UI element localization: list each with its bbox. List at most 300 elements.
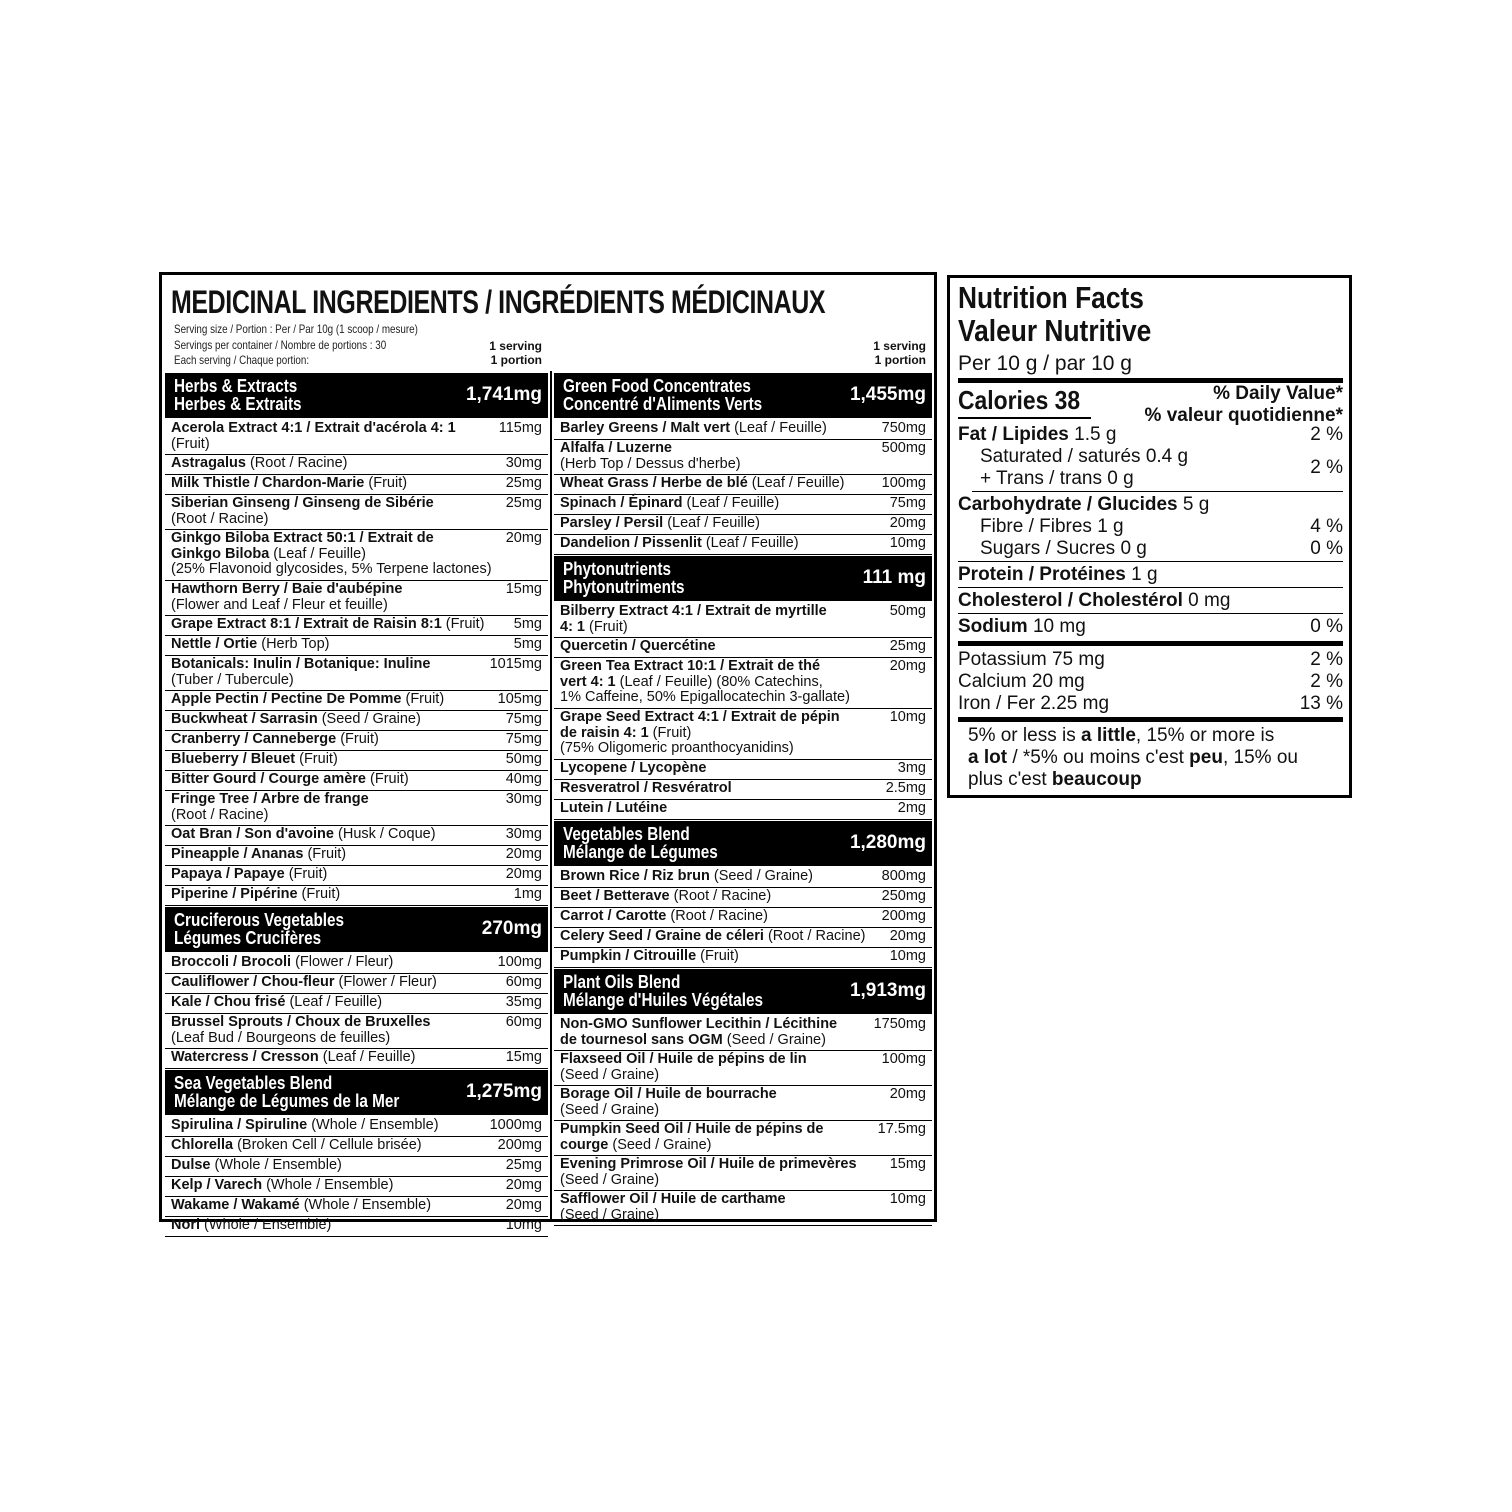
ingredient-name xyxy=(560,781,732,797)
ingredient-part: (Root / Racine) xyxy=(171,510,269,527)
footnote-line-1 xyxy=(968,725,1274,747)
ingredient-row xyxy=(554,780,932,800)
ingredient-name xyxy=(560,761,706,777)
ingredient-amount: 100mg xyxy=(497,954,542,970)
ingredient-name xyxy=(560,441,741,472)
ingredient-amount: 20mg xyxy=(505,530,542,546)
ingredient-name-bold: Lycopene / Lycopène xyxy=(560,760,707,776)
ingredient-name-bold: Cranberry / Canneberge xyxy=(171,731,337,747)
ingredient-amount: 30mg xyxy=(505,455,542,471)
ingredient-name-bold: Apple Pectin / Pectine De Pomme xyxy=(171,691,402,707)
ingredient-row xyxy=(165,826,548,846)
nf-rule xyxy=(958,587,1343,588)
ingredient-name xyxy=(171,476,407,492)
ingredient-row xyxy=(554,638,932,658)
ingredient-row xyxy=(554,868,932,888)
ingredient-row xyxy=(165,495,548,530)
ingredient-name-bold: Spinach / Épinard xyxy=(560,495,683,511)
fibre-row: Fibre / Fibres 1 g xyxy=(980,516,1124,537)
section-total: 1,275mg xyxy=(465,1081,542,1102)
ingredient-name xyxy=(560,710,840,757)
ingredient-name xyxy=(171,792,369,823)
ingredient-amount: 20mg xyxy=(505,1197,542,1213)
ingredient-part: (Whole / Ensemble) xyxy=(299,1197,432,1213)
ingredient-part: (Leaf / Feuille) xyxy=(682,495,780,511)
ingredient-name-bold: Piperine / Pipérine xyxy=(171,886,298,902)
ingredient-amount: 75mg xyxy=(889,495,926,511)
section-total: 1,280mg xyxy=(849,832,926,853)
footnote-lot: a lot xyxy=(968,747,1008,768)
ingredient-amount: 15mg xyxy=(889,1156,926,1172)
ingredient-amount: 20mg xyxy=(889,658,926,674)
ingredient-name-bold: Flaxseed Oil / Huile de pépins de lin xyxy=(560,1051,807,1067)
ingredient-amount: 20mg xyxy=(889,1086,926,1102)
ingredient-amount: 10mg xyxy=(505,1217,542,1233)
ingredient-name xyxy=(171,955,393,971)
ingredient-part: (Leaf / Feuille) xyxy=(730,420,827,436)
fibre-pct: 4 % xyxy=(1310,516,1343,537)
ingredient-name xyxy=(560,1017,837,1048)
ingredient-row xyxy=(554,908,932,928)
ingredient-part: (Fruit) (75% Oligomeric proanthocyanidins) xyxy=(560,724,794,756)
ingredient-part: (Root / Racine) xyxy=(669,888,772,904)
section-header xyxy=(554,556,932,601)
calcium-row: Calcium 20 mg xyxy=(958,671,1085,692)
ingredient-part: (Fruit) xyxy=(696,948,739,964)
ingredient-name-bold: Acerola Extract 4:1 / Extrait d'acérola 4: 1 xyxy=(171,420,456,436)
ingredient-name xyxy=(171,772,409,788)
potassium-row: Potassium 75 mg xyxy=(958,649,1105,670)
ingredient-name xyxy=(560,639,716,655)
ingredient-part: (Fruit) xyxy=(171,435,210,452)
ingredient-row xyxy=(165,475,548,495)
ingredient-part: (Fruit) xyxy=(364,475,408,491)
ingredient-name-bold: Buckwheat / Sarrasin xyxy=(171,711,318,727)
ingredient-amount: 25mg xyxy=(889,638,926,654)
ingredient-amount: 1000mg xyxy=(489,1117,542,1133)
ingredient-amount: 10mg xyxy=(889,948,926,964)
nutrition-title-en: Nutrition Facts xyxy=(958,280,1144,315)
footnote-little: a little xyxy=(1080,725,1136,746)
ingredient-row xyxy=(554,760,932,780)
ingredient-row xyxy=(554,800,932,820)
ingredient-part: (Seed / Graine) xyxy=(722,1031,826,1048)
ingredient-amount: 25mg xyxy=(505,475,542,491)
cholesterol-value: 0 mg xyxy=(1182,590,1231,611)
ingredient-name-bold: Bilberry Extract 4:1 / Extrait de myrtille 4: 1 xyxy=(560,603,827,635)
ingredient-name-bold: Broccoli / Brocoli xyxy=(171,954,292,970)
carb-value: 5 g xyxy=(1177,494,1210,515)
section-name: Phytonutrients Phytonutriments xyxy=(563,559,685,597)
ingredient-name-bold: Wheat Grass / Herbe de blé xyxy=(560,475,748,491)
ingredient-name-bold: Chlorella xyxy=(171,1137,234,1153)
section-header xyxy=(165,907,548,952)
ingredient-name-bold: Kale / Chou frisé xyxy=(171,994,286,1010)
ingredient-row xyxy=(165,751,548,771)
nutrition-facts-panel xyxy=(947,275,1352,798)
iron-row: Iron / Fer 2.25 mg xyxy=(958,693,1110,714)
ingredient-part: (Root / Racine) xyxy=(763,928,866,944)
ingredient-row xyxy=(165,1137,548,1157)
ingredient-name xyxy=(171,496,434,527)
ingredient-row xyxy=(165,886,548,906)
ingredient-name-bold: Spirulina / Spiruline xyxy=(171,1117,308,1133)
ingredient-row xyxy=(554,475,932,495)
ingredient-name xyxy=(171,1015,430,1046)
medicinal-ingredients-panel xyxy=(159,272,937,1233)
ingredient-name-bold: Blueberry / Bleuet xyxy=(171,751,296,767)
ingredient-name xyxy=(171,732,379,748)
footnote-beaucoup: beaucoup xyxy=(1051,769,1142,790)
ingredient-row xyxy=(554,1121,932,1156)
ingredient-amount: 10mg xyxy=(889,535,926,551)
ingredient-amount: 250mg xyxy=(881,888,926,904)
ingredient-name xyxy=(560,909,768,925)
ingredient-name xyxy=(171,827,436,843)
daily-value-fr: % valeur quotidienne* xyxy=(1144,405,1343,426)
right-portion-label: 1 portion xyxy=(874,353,926,367)
ingredient-name-bold: Nori xyxy=(171,1217,200,1233)
ingredient-amount: 105mg xyxy=(497,691,542,707)
ingredient-name xyxy=(560,801,667,817)
sat-trans-pct: 2 % xyxy=(1310,457,1343,478)
section-name: Green Food Concentrates Concentré d'Aliments Verts xyxy=(563,376,763,414)
ingredient-name xyxy=(560,421,827,437)
ingredient-part: (Whole / Ensemble) xyxy=(262,1177,394,1193)
ingredient-name-bold: Barley Greens / Malt vert xyxy=(560,420,731,436)
ingredient-row xyxy=(554,1156,932,1191)
ingredient-name-bold: Wakame / Wakamé xyxy=(171,1197,300,1213)
iron-pct: 13 % xyxy=(1299,693,1343,714)
ingredient-row xyxy=(554,420,932,440)
section-name: Vegetables Blend Mélange de Légumes xyxy=(563,824,718,862)
section-total: 111 mg xyxy=(862,567,926,588)
ingredient-row xyxy=(554,948,932,968)
ingredient-name-bold: Pineapple / Ananas xyxy=(171,846,304,862)
ingredient-amount: 50mg xyxy=(505,751,542,767)
ingredient-amount: 1mg xyxy=(513,886,542,902)
footnote-text: , 15% or more is xyxy=(1135,725,1275,746)
ingredient-amount: 20mg xyxy=(505,866,542,882)
cholesterol-row xyxy=(958,590,1230,612)
ingredient-part: (Whole / Ensemble) xyxy=(210,1157,342,1173)
ingredient-name xyxy=(171,1178,393,1194)
calcium-pct: 2 % xyxy=(1310,671,1343,692)
ingredient-name xyxy=(560,889,771,905)
ingredient-row xyxy=(554,603,932,638)
ingredient-row xyxy=(165,616,548,636)
servings-per-container: Servings per container / Nombre de portions : 30 xyxy=(174,338,387,352)
ingredient-name xyxy=(171,887,340,903)
ingredient-amount: 40mg xyxy=(505,771,542,787)
ingredient-row xyxy=(554,515,932,535)
ingredient-part: (Husk / Coque) xyxy=(333,826,436,842)
ingredient-name xyxy=(171,1158,342,1174)
ingredient-part: (Leaf / Feuille) (80% Catechins, 1% Caffeine, 50% Epigallocatechin 3-gallate) xyxy=(560,673,850,705)
ingredient-row xyxy=(165,1177,548,1197)
ingredient-name xyxy=(560,949,739,965)
nutrition-title-fr: Valeur Nutritive xyxy=(958,313,1152,348)
ingredient-part: (Seed / Graine) xyxy=(608,1136,712,1153)
ingredient-name-bold: Green Tea Extract 10:1 / Extrait de thé vert 4: 1 xyxy=(560,658,821,690)
ingredient-amount: 5mg xyxy=(513,616,542,632)
section-header xyxy=(165,1070,548,1115)
protein-value: 1 g xyxy=(1125,564,1158,585)
ingredient-row xyxy=(554,709,932,760)
ingredient-part: (Fruit) xyxy=(295,751,338,767)
ingredient-amount: 115mg xyxy=(498,420,542,436)
sugars-row: Sugars / Sucres 0 g xyxy=(980,538,1147,559)
ingredient-part: (Fruit) xyxy=(441,616,485,632)
ingredient-row xyxy=(165,1157,548,1177)
ingredient-row xyxy=(554,888,932,908)
nf-rule xyxy=(958,641,1343,646)
nf-rule xyxy=(958,561,1343,562)
ingredient-name xyxy=(560,1192,786,1223)
ingredient-row xyxy=(165,1197,548,1217)
ingredient-part: (Fruit) xyxy=(303,846,347,862)
ingredient-name xyxy=(171,456,348,472)
ingredient-row xyxy=(165,974,548,994)
ingredient-name-bold: Ginkgo Biloba Extract 50:1 / Extrait de Ginkgo Biloba xyxy=(171,530,434,562)
ingredient-amount: 1750mg xyxy=(873,1016,926,1032)
ingredient-name-bold: Kelp / Varech xyxy=(171,1177,263,1193)
ingredient-name-bold: Cauliflower / Chou-fleur xyxy=(171,974,335,990)
saturated-row: Saturated / saturés 0.4 g xyxy=(980,446,1189,467)
ingredient-amount: 15mg xyxy=(505,1049,542,1065)
ingredient-part: (Leaf Bud / Bourgeons de feuilles) xyxy=(171,1029,391,1046)
serving-per: Per 10 g / par 10 g xyxy=(958,352,1132,375)
ingredient-amount: 35mg xyxy=(505,994,542,1010)
ingredient-name-bold: Celery Seed / Graine de céleri xyxy=(560,928,764,944)
ingredient-part: (Seed / Graine) xyxy=(317,711,421,727)
ingredient-part: (Seed / Graine) xyxy=(560,1101,660,1118)
left-portion-label: 1 portion xyxy=(490,353,542,367)
ingredient-amount: 30mg xyxy=(505,791,542,807)
ingredient-part: (Flower and Leaf / Fleur et feuille) xyxy=(171,596,388,613)
medicinal-title: MEDICINAL INGREDIENTS / INGRÉDIENTS MÉDICINAUX xyxy=(171,284,826,320)
ingredient-row xyxy=(165,1049,548,1069)
ingredient-part: (Root / Racine) xyxy=(245,455,348,471)
ingredient-part: (Seed / Graine) xyxy=(709,868,814,884)
ingredient-row xyxy=(165,656,548,691)
ingredient-row xyxy=(165,1014,548,1049)
ingredient-name xyxy=(560,1052,807,1083)
serving-size: Serving size / Portion : Per / Par 10g (1 scoop / mesure) xyxy=(174,322,418,336)
ingredient-name-bold: Pumpkin / Citrouille xyxy=(560,948,697,964)
section-total: 1,913mg xyxy=(849,980,926,1001)
ingredient-amount: 25mg xyxy=(505,495,542,511)
footnote-text: plus c'est xyxy=(968,769,1052,790)
footnote-text: / *5% ou moins c'est xyxy=(1007,747,1190,768)
ingredient-part: (Fruit) xyxy=(401,691,445,707)
ingredient-name-bold: Siberian Ginseng / Ginseng de Sibérie xyxy=(171,495,434,511)
protein-row xyxy=(958,564,1158,586)
ingredient-name-bold: Watercress / Cresson xyxy=(171,1049,319,1065)
ingredient-name xyxy=(560,476,844,492)
ingredient-name-bold: Beet / Betterave xyxy=(560,888,670,904)
ingredient-name-bold: Grape Seed Extract 4:1 / Extrait de pépin de raisin 4: 1 xyxy=(560,709,840,741)
calories-value: 38 xyxy=(1054,385,1081,415)
left-serving-label: 1 serving xyxy=(489,339,542,353)
ingredient-part: (Leaf / Feuille) xyxy=(701,535,799,551)
ingredient-row xyxy=(165,1117,548,1137)
ingredient-part: (Leaf / Feuille) xyxy=(285,994,383,1010)
ingredient-row xyxy=(554,535,932,555)
ingredient-name xyxy=(560,1157,857,1188)
ingredient-amount: 100mg xyxy=(881,1051,926,1067)
ingredient-name-bold: Pumpkin Seed Oil / Huile de pépins de courge xyxy=(560,1121,824,1153)
ingredient-row xyxy=(165,455,548,475)
section-header xyxy=(554,821,932,866)
ingredient-part: (Leaf / Feuille) xyxy=(318,1049,416,1065)
ingredient-part: (Leaf / Feuille) xyxy=(663,515,760,531)
fat-row xyxy=(958,424,1116,446)
ingredient-row xyxy=(165,994,548,1014)
ingredient-amount: 5mg xyxy=(513,636,542,652)
section-name: Plant Oils Blend Mélange d'Huiles Végétales xyxy=(563,972,764,1010)
ingredient-row xyxy=(165,771,548,791)
section-total: 1,455mg xyxy=(849,384,926,405)
ingredient-name xyxy=(560,496,779,512)
ingredient-name xyxy=(560,1122,823,1153)
ingredient-part: (Seed / Graine) xyxy=(560,1206,660,1223)
ingredient-name-bold: Lutein / Lutéine xyxy=(560,800,668,816)
ingredient-row xyxy=(165,866,548,886)
ingredient-row xyxy=(554,1016,932,1051)
ingredient-name-bold: Brown Rice / Riz brun xyxy=(560,868,710,884)
section-name: Cruciferous Vegetables Légumes Crucifères xyxy=(174,910,345,948)
ingredient-name-bold: Milk Thistle / Chardon-Marie xyxy=(171,475,365,491)
ingredient-name xyxy=(560,929,865,945)
ingredient-amount: 20mg xyxy=(889,515,926,531)
ingredient-amount: 20mg xyxy=(505,846,542,862)
ingredient-row xyxy=(554,440,932,475)
ingredient-part: (Seed / Graine) xyxy=(560,1171,660,1188)
potassium-pct: 2 % xyxy=(1310,649,1343,670)
section-total: 270mg xyxy=(481,918,542,939)
ingredient-row xyxy=(165,581,548,616)
right-serving-label: 1 serving xyxy=(873,339,926,353)
ingredient-part: (Whole / Ensemble) xyxy=(200,1217,332,1233)
ingredient-row xyxy=(554,1191,932,1226)
ingredient-row xyxy=(554,658,932,709)
ingredient-name xyxy=(560,516,760,532)
ingredient-name xyxy=(560,659,850,706)
column-divider xyxy=(550,371,552,1221)
ingredient-row xyxy=(554,928,932,948)
ingredient-name-bold: Fringe Tree / Arbre de frange xyxy=(171,791,369,807)
section-total: 1,741mg xyxy=(465,384,542,405)
ingredient-row xyxy=(165,530,548,581)
ingredient-amount: 100mg xyxy=(881,475,926,491)
ingredient-name-bold: Parsley / Persil xyxy=(560,515,664,531)
ingredient-name-bold: Bitter Gourd / Courge amère xyxy=(171,771,366,787)
sodium-value: 10 mg xyxy=(1027,616,1086,637)
calories-row xyxy=(958,385,1080,415)
ingredient-row xyxy=(165,731,548,751)
ingredient-amount: 3mg xyxy=(897,760,926,776)
ingredient-row xyxy=(165,691,548,711)
ingredient-row xyxy=(165,420,548,455)
ingredient-name xyxy=(171,421,456,452)
nf-rule xyxy=(972,491,1343,492)
ingredient-name-bold: Oat Bran / Son d'avoine xyxy=(171,826,334,842)
ingredient-name-bold: Papaya / Papaye xyxy=(171,866,285,882)
ingredient-part: (Tuber / Tubercule) xyxy=(171,671,294,688)
ingredient-amount: 500mg xyxy=(881,440,926,456)
ingredient-row xyxy=(165,711,548,731)
ingredient-name xyxy=(171,1218,331,1234)
ingredient-name-bold: Grape Extract 8:1 / Extrait de Raisin 8:1 xyxy=(171,616,442,632)
ingredient-name xyxy=(171,582,402,613)
ingredient-amount: 60mg xyxy=(505,1014,542,1030)
sodium-row xyxy=(958,616,1086,638)
ingredient-amount: 800mg xyxy=(881,868,926,884)
cholesterol-label: Cholesterol / Cholestérol xyxy=(958,590,1183,611)
ingredient-part: (Fruit) xyxy=(585,618,628,635)
ingredient-name-bold: Brussel Sprouts / Choux de Bruxelles xyxy=(171,1014,431,1030)
ingredient-part: (Leaf / Feuille) xyxy=(747,475,845,491)
ingredient-part: (Fruit) xyxy=(297,886,341,902)
ingredient-name xyxy=(171,531,492,578)
carb-label: Carbohydrate / Glucides xyxy=(958,494,1178,515)
ingredient-name xyxy=(171,712,421,728)
ingredient-name xyxy=(171,617,484,633)
ingredient-amount: 20mg xyxy=(505,1177,542,1193)
ingredient-name-bold: Carrot / Carotte xyxy=(560,908,667,924)
ingredient-name xyxy=(560,1087,777,1118)
ingredient-name xyxy=(171,1118,439,1134)
ingredient-amount: 2mg xyxy=(897,800,926,816)
ingredient-name-bold: Quercetin / Quercétine xyxy=(560,638,716,654)
ingredient-amount: 50mg xyxy=(889,603,926,619)
ingredient-row xyxy=(165,954,548,974)
ingredient-name-bold: Astragalus xyxy=(171,455,246,471)
ingredient-amount: 200mg xyxy=(881,908,926,924)
ingredient-row xyxy=(554,1051,932,1086)
ingredient-amount: 20mg xyxy=(889,928,926,944)
footnote-line-3 xyxy=(968,769,1142,791)
fat-label: Fat / Lipides xyxy=(958,424,1069,445)
ingredient-part: (Flower / Fleur) xyxy=(291,954,394,970)
ingredient-amount: 200mg xyxy=(497,1137,542,1153)
each-serving: Each serving / Chaque portion: xyxy=(174,353,310,367)
footnote-text: 5% or less is xyxy=(968,725,1081,746)
ingredient-name-bold: Botanicals: Inulin / Botanique: Inuline xyxy=(171,656,431,672)
ingredient-row xyxy=(165,636,548,656)
ingredient-part: (Fruit) xyxy=(365,771,409,787)
ingredient-name xyxy=(171,657,430,688)
footnote-peu: peu xyxy=(1189,747,1223,768)
ingredient-name-bold: Safflower Oil / Huile de carthame xyxy=(560,1191,786,1207)
ingredient-part: (Herb Top) xyxy=(257,636,330,652)
ingredient-name-bold: Nettle / Ortie xyxy=(171,636,258,652)
ingredient-row xyxy=(165,846,548,866)
ingredient-part: (Root / Racine) xyxy=(171,806,269,823)
ingredient-amount: 750mg xyxy=(881,420,926,436)
footnote-line-2 xyxy=(968,747,1298,769)
sugars-pct: 0 % xyxy=(1310,538,1343,559)
calories-rule xyxy=(958,417,1091,419)
ingredient-row xyxy=(554,1086,932,1121)
ingredient-amount: 75mg xyxy=(505,731,542,747)
fat-value: 1.5 g xyxy=(1068,424,1117,445)
ingredient-name-bold: Hawthorn Berry / Baie d'aubépine xyxy=(171,581,403,597)
ingredient-part: (Root / Racine) xyxy=(666,908,768,924)
ingredient-name xyxy=(171,1050,415,1066)
ingredient-amount: 30mg xyxy=(505,826,542,842)
